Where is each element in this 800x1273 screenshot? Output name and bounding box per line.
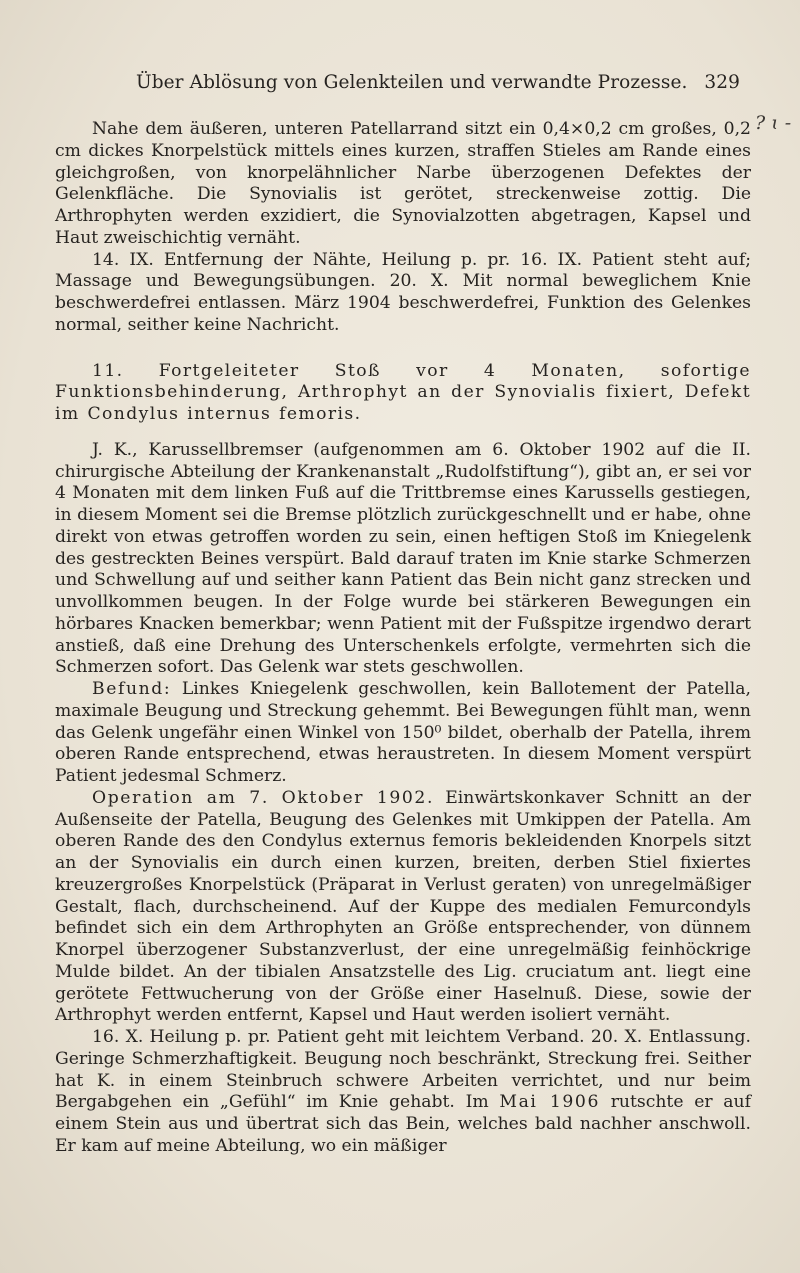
followup-date: Mai 1906 xyxy=(499,1092,600,1113)
paragraph-followup-14-ix: 14. IX. Entfernung der Nähte, Heilung p. pr. 16. IX. Patient steht auf; Massage und Bewegungsübungen. 20. X. Mit normal beweglichem Knie beschwerdefrei entlassen. März 1904 beschwerdefrei, Funktion des Gelenkes normal, seither keine Nachricht. xyxy=(55,249,751,335)
paragraph-befund xyxy=(55,679,751,788)
paragraph-followup-16-x xyxy=(55,1027,751,1158)
followup-tail: rutschte er auf einem Stein aus und übertrat sich das Bein, welches bald nachher anschwoll. Er kam auf meine Abteilung, wo ein mäßiger xyxy=(55,1092,751,1156)
case-heading-11: 11. Fortgeleiteter Stoß vor 4 Monaten, sofortige Funktionsbehinderung, Arthrophyt an der Synovialis fixiert, Defekt im Condylus internus femoris. xyxy=(55,360,751,424)
page-number: 329 xyxy=(704,72,740,93)
operation-label: Operation am 7. Oktober 1902. xyxy=(92,787,435,808)
running-head-title: Über Ablösung von Gelenkteilen und verwandte Prozesse. xyxy=(136,72,688,93)
body-text xyxy=(55,119,751,1158)
paragraph-operation xyxy=(55,788,751,1027)
befund-label: Befund: xyxy=(92,679,172,699)
befund-text: Linkes Kniegelenk geschwollen, kein Ballotement der Patella, maximale Beugung und Streckung gehemmt. Bei Bewegungen fühlt man, wenn das Gelenk ungefähr einen Winkel von 150⁰ bildet, oberhalb der Patella, ihrem oberen Rande entsprechend, etwas heraustreten. In diesem Moment verspürt Patient jedesmal Schmerz. xyxy=(55,679,751,786)
followup-text: 16. X. Heilung p. pr. Patient geht mit leichtem Verband. 20. X. Entlassung. Geringe Schmerzhaftigkeit. Beugung noch beschränkt, Streckung frei. Seither hat K. in einem Steinbruch schwere Arbeiten verrichtet, und nur beim Bergabgehen ein „Gefühl“ im Knie gehabt. Im xyxy=(55,1027,751,1113)
paragraph-anamnesis: J. K., Karussellbremser (aufgenommen am 6. Oktober 1902 auf die II. chirurgische Abteilung der Krankenanstalt „Rudolfstiftung“), gibt an, er sei vor 4 Monaten mit dem linken Fuß auf die Trittbremse eines Karussells gestiegen, in diesem Moment sei die Bremse plötzlich zurückgeschnellt und er habe, ohne direkt von etwas getroffen worden zu sein, einen heftigen Stoß im Kniegelenk des gestreckten Beines verspürt. Bald darauf traten im Knie starke Schmerzen und Schwellung auf und seither kann Patient das Bein nicht ganz strecken und unvollkommen beugen. In der Folge wurde bei stärkeren Bewegungen ein hörbares Knacken bemerkbar; wenn Patient mit der Fußspitze irgendwo derart anstieß, daß eine Drehung des Unterschenkels erfolgte, vermehrten sich die Schmerzen sofort. Das Gelenk war stets geschwollen. xyxy=(55,439,751,678)
running-head xyxy=(136,72,744,100)
paragraph-knorpelstueck: Nahe dem äußeren, unteren Patellarrand sitzt ein 0,4×0,2 cm großes, 0,2 cm dickes Knorpelstück mittels eines kurzen, straffen Stieles am Rande eines gleichgroßen, von knorpelähnlicher Narbe überzogenen Defektes der Gelenkfläche. Die Synovialis ist gerötet, streckenweise zottig. Die Arthrophyten werden exzidiert, die Synovialzotten abgetragen, Kapsel und Haut zweischichtig vernäht. xyxy=(55,119,751,248)
handwritten-margin-note: ? ɩ - xyxy=(755,112,792,134)
operation-text: Einwärtskonkaver Schnitt an der Außenseite der Patella, Beugung des Gelenkes mit Umkippen der Patella. Am oberen Rande des den Condylus externus femoris bekleidenden Knorpels sitzt an der Synovialis ein durch einen kurzen, breiten, derben Stiel fixiertes kreuzergroßes Knorpelstück (Präparat in Verlust geraten) von unregelmäßiger Gestalt, flach, durchscheinend. Auf der Kuppe des medialen Femurcondyls befindet sich ein dem Arthrophyten an Größe entsprechender, von dünnem Knorpel überzogener Substanzverlust, der eine unregelmäßig feinhöckrige Mulde bildet. An der tibialen Ansatzstelle des Lig. cruciatum ant. liegt eine gerötete Fettwucherung von der Größe einer Haselnuß. Diese, sowie der Arthrophyt werden entfernt, Kapsel und Haut werden isoliert vernäht. xyxy=(55,787,751,1026)
